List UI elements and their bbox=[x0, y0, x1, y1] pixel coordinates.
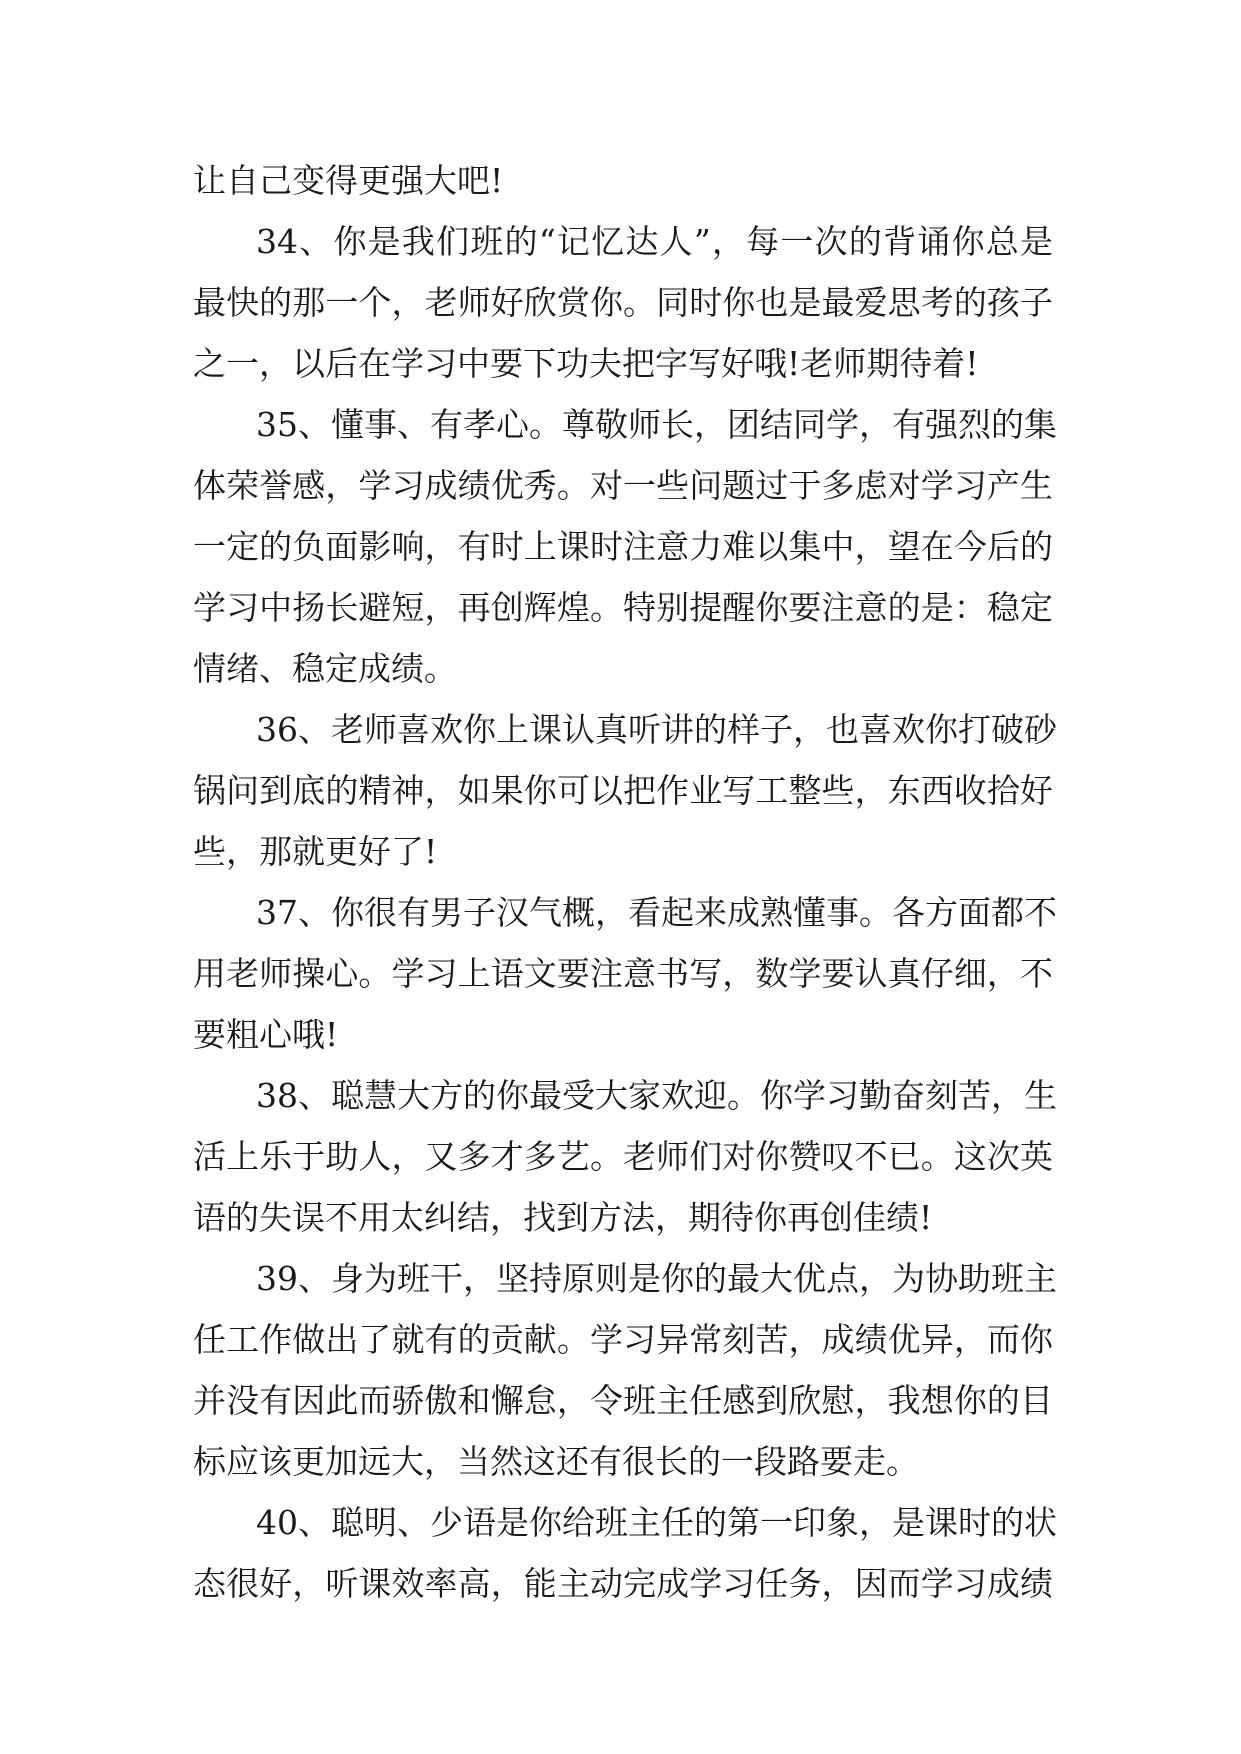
paragraph-40-line: 40、聪明、少语是你给班主任的第一印象，是课时的状 bbox=[256, 1503, 1057, 1542]
paragraph-38-line: 38、聪慧大方的你最受大家欢迎。你学习勤奋刻苦，生 bbox=[256, 1076, 1057, 1115]
text-line: 最快的那一个，老师好欣赏你。同时你也是最爱思考的孩子 bbox=[193, 283, 1053, 322]
text-line: 要粗心哦! bbox=[193, 1015, 339, 1054]
text-line: 用老师操心。学习上语文要注意书写，数学要认真仔细，不 bbox=[193, 954, 1053, 993]
text-line: 标应该更加远大，当然这还有很长的一段路要走。 bbox=[193, 1442, 919, 1481]
text-line: 并没有因此而骄傲和懈怠，令班主任感到欣慰，我想你的目 bbox=[193, 1381, 1053, 1420]
text-line: 任工作做出了就有的贡献。学习异常刻苦，成绩优异，而你 bbox=[193, 1320, 1053, 1359]
document-page bbox=[193, 150, 1057, 1614]
text-line: 情绪、稳定成绩。 bbox=[193, 649, 457, 688]
text-line: 让自己变得更强大吧! bbox=[193, 161, 504, 200]
text-line: 体荣誉感，学习成绩优秀。对一些问题过于多虑对学习产生 bbox=[193, 466, 1053, 505]
paragraph-35-line: 35、懂事、有孝心。尊敬师长，团结同学，有强烈的集 bbox=[256, 405, 1057, 444]
text-line: 态很好，听课效率高，能主动完成学习任务，因而学习成绩 bbox=[193, 1564, 1053, 1603]
paragraph-34-line: 34、你是我们班的“记忆达人”，每一次的背诵你总是 bbox=[256, 222, 1053, 261]
text-line: 学习中扬长避短，再创辉煌。特别提醒你要注意的是：稳定 bbox=[193, 588, 1053, 627]
text-line: 一定的负面影响，有时上课时注意力难以集中，望在今后的 bbox=[193, 527, 1053, 566]
text-line: 些，那就更好了! bbox=[193, 832, 438, 871]
paragraph-36-line: 36、老师喜欢你上课认真听讲的样子，也喜欢你打破砂 bbox=[256, 710, 1057, 749]
paragraph-39-line: 39、身为班干，坚持原则是你的最大优点，为协助班主 bbox=[256, 1259, 1057, 1298]
text-line: 锅问到底的精神，如果你可以把作业写工整些，东西收拾好 bbox=[193, 771, 1053, 810]
text-line: 活上乐于助人，又多才多艺。老师们对你赞叹不已。这次英 bbox=[193, 1137, 1053, 1176]
text-line: 语的失误不用太纠结，找到方法，期待你再创佳绩! bbox=[193, 1198, 933, 1237]
text-line: 之一，以后在学习中要下功夫把字写好哦!老师期待着! bbox=[193, 344, 979, 383]
paragraph-37-line: 37、你很有男子汉气概，看起来成熟懂事。各方面都不 bbox=[256, 893, 1057, 932]
